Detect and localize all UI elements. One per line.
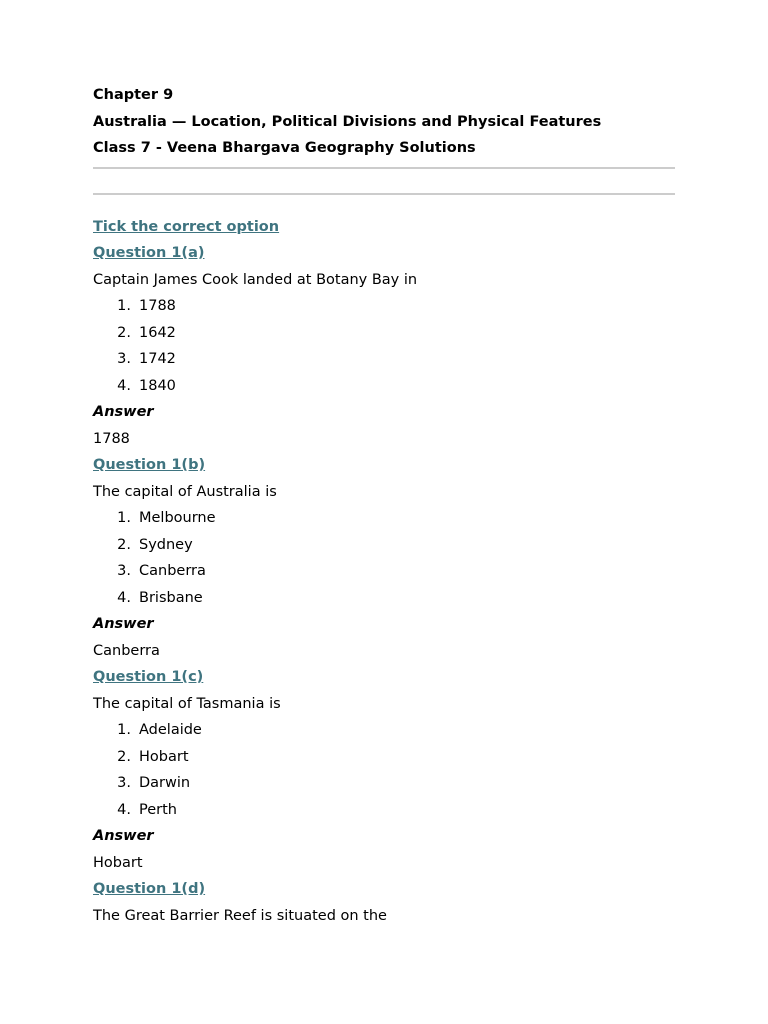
- option-text: Sydney: [139, 536, 193, 553]
- option-number: 3.: [117, 775, 131, 791]
- question-heading: [93, 668, 675, 695]
- question-1b-link[interactable]: Question 1(b): [93, 457, 206, 473]
- chapter-title: Australia — Location, Political Divisions and Physical Features: [93, 113, 602, 130]
- book-subtitle: Class 7 - Veena Bhargava Geography Solutions: [93, 140, 476, 156]
- option-text: Perth: [139, 801, 177, 818]
- question-1a-link[interactable]: Question 1(a): [93, 245, 205, 261]
- question-heading: [93, 456, 675, 483]
- option-number: 4.: [117, 589, 131, 606]
- option-item: [93, 297, 675, 324]
- option-number: 4.: [117, 801, 131, 818]
- option-number: 2.: [117, 536, 131, 553]
- question-text: The capital of Australia is: [93, 483, 277, 500]
- option-text: 1742: [139, 351, 176, 367]
- answer-label: Answer: [93, 616, 154, 632]
- options-list: [93, 721, 675, 827]
- option-item: [93, 589, 675, 616]
- option-item: [93, 350, 675, 377]
- option-item: [93, 774, 675, 801]
- options-list: [93, 297, 675, 403]
- option-number: 3.: [117, 563, 131, 579]
- question-text: The capital of Tasmania is: [93, 695, 281, 712]
- option-text: Melbourne: [139, 510, 216, 526]
- answer-label: Answer: [93, 828, 154, 844]
- divider-bottom: [93, 193, 675, 195]
- questions-section: [93, 218, 675, 934]
- option-item: [93, 748, 675, 775]
- question-heading: [93, 244, 675, 271]
- option-number: 3.: [117, 351, 131, 367]
- question-heading: [93, 880, 675, 907]
- question-text: The Great Barrier Reef is situated on the: [93, 907, 387, 924]
- answer-text: 1788: [93, 430, 130, 447]
- option-item: [93, 562, 675, 589]
- option-number: 4.: [117, 377, 131, 394]
- option-item: [93, 377, 675, 404]
- option-text: Canberra: [139, 563, 206, 579]
- option-item: [93, 509, 675, 536]
- option-text: 1788: [139, 298, 176, 314]
- question-text: Captain James Cook landed at Botany Bay in: [93, 271, 418, 288]
- document-page: [93, 86, 675, 933]
- option-number: 2.: [117, 324, 131, 341]
- question-1d-link[interactable]: Question 1(d): [93, 881, 206, 897]
- answer-text: Canberra: [93, 642, 160, 659]
- options-list: [93, 509, 675, 615]
- section-heading: [93, 218, 675, 245]
- option-number: 1.: [117, 510, 131, 526]
- option-number: 1.: [117, 298, 131, 314]
- option-text: 1642: [139, 324, 176, 341]
- option-text: Hobart: [139, 748, 189, 765]
- option-number: 1.: [117, 722, 131, 738]
- option-item: [93, 801, 675, 828]
- option-text: Brisbane: [139, 589, 203, 606]
- question-1c-link[interactable]: Question 1(c): [93, 669, 204, 685]
- option-text: Darwin: [139, 775, 191, 791]
- option-text: 1840: [139, 377, 176, 394]
- option-number: 2.: [117, 748, 131, 765]
- chapter-heading: Chapter 9: [93, 87, 174, 103]
- section-title-link[interactable]: Tick the correct option: [93, 218, 280, 235]
- answer-label: Answer: [93, 404, 154, 420]
- option-text: Adelaide: [139, 722, 202, 738]
- option-item: [93, 324, 675, 351]
- answer-text: Hobart: [93, 854, 143, 871]
- option-item: [93, 721, 675, 748]
- divider-top: [93, 167, 675, 169]
- option-item: [93, 536, 675, 563]
